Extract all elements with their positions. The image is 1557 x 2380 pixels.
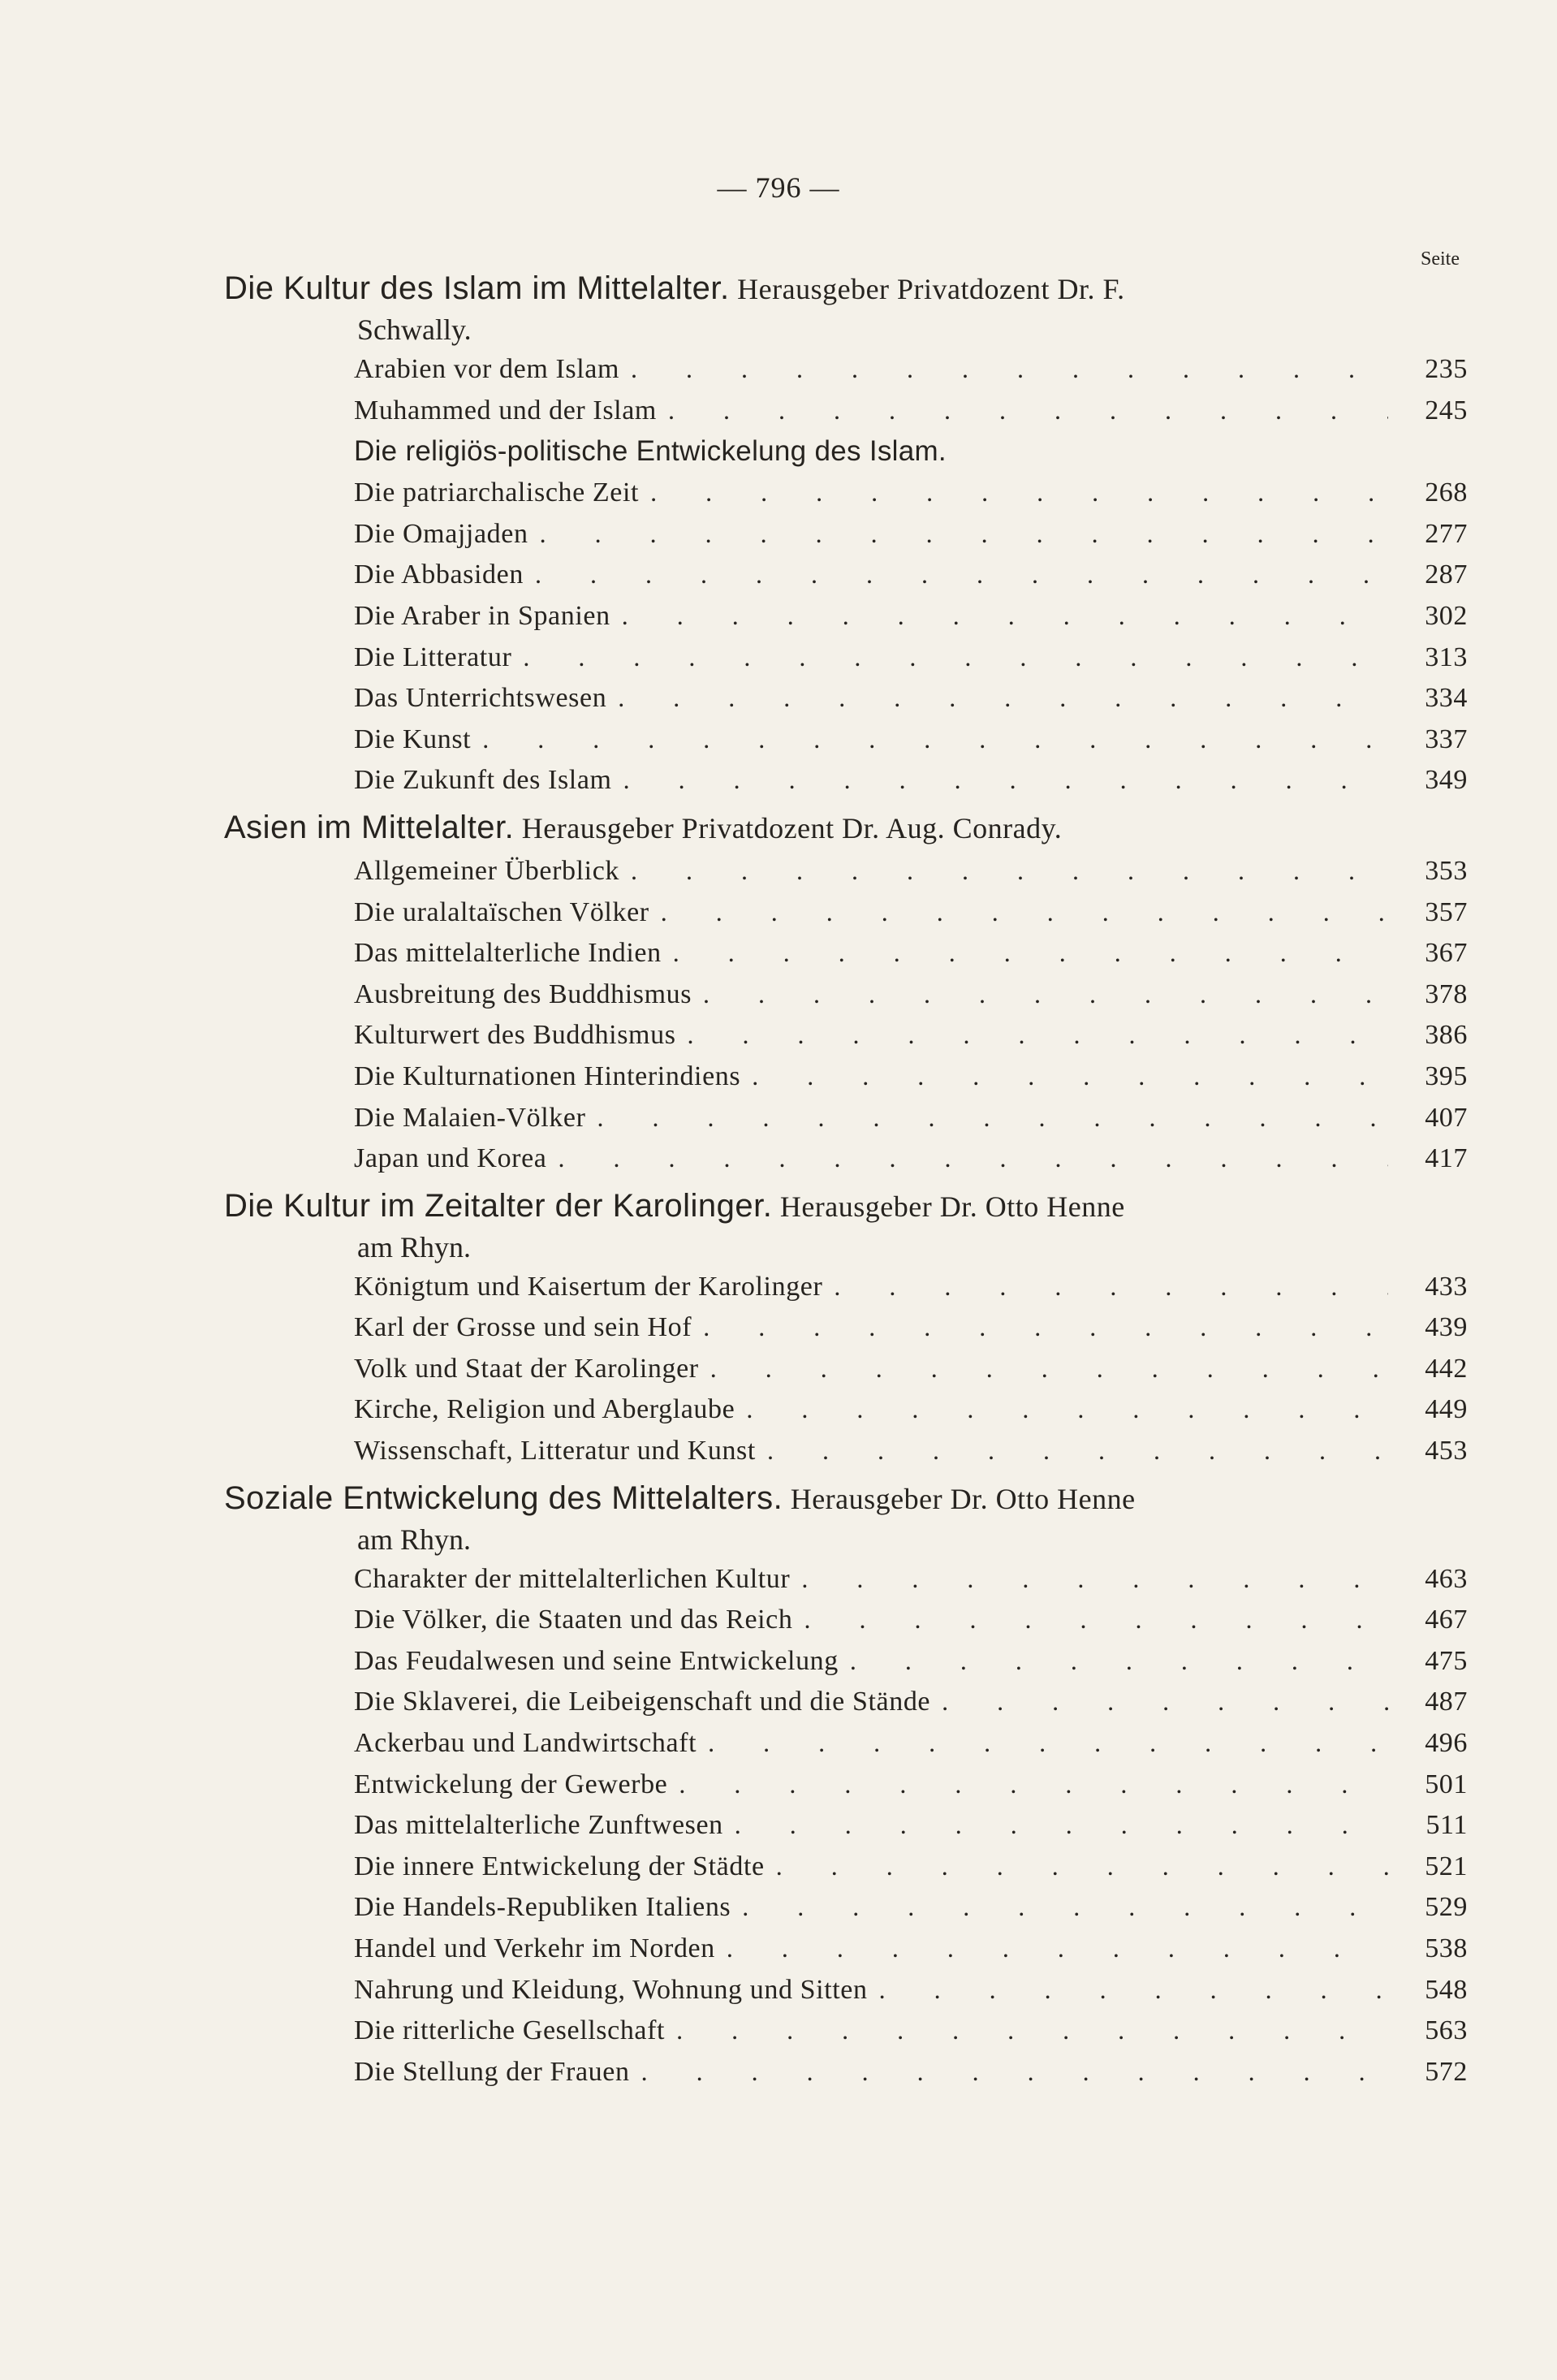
toc-entry [224, 932, 1468, 974]
toc-page-ref: 235 [1425, 354, 1468, 384]
page-number: — 796 — [717, 171, 840, 204]
toc-entry-title: Entwickelung der Gewerbe [354, 1769, 668, 1799]
toc-entry-title: Japan und Korea [354, 1143, 547, 1174]
subsection-heading: Die religiös-politische Entwickelung des Islam. [354, 435, 947, 468]
toc-dot-leader [673, 932, 1388, 974]
toc-entry [224, 1928, 1468, 1969]
toc-page-ref: 521 [1425, 1851, 1468, 1881]
toc-entry [224, 892, 1468, 933]
toc-page-ref: 501 [1425, 1769, 1468, 1799]
toc-dot-leader [631, 348, 1388, 390]
toc-entry [224, 1599, 1468, 1640]
toc-page-ref: 538 [1425, 1933, 1468, 1963]
toc-section [224, 806, 1468, 1179]
section-title: Die Kultur im Zeitalter der Karolinger. [224, 1187, 773, 1224]
toc-entry [224, 1097, 1468, 1138]
toc-page-ref: 572 [1425, 2056, 1468, 2087]
toc-entry [224, 1846, 1468, 1887]
section-heading [224, 1476, 1468, 1521]
toc-dot-leader [752, 1056, 1388, 1097]
section-title: Asien im Mittelalter. [224, 809, 515, 845]
toc-dot-leader [710, 1348, 1388, 1389]
toc-entry-title: Kulturwert des Buddhismus [354, 1020, 676, 1051]
toc-entry [224, 850, 1468, 892]
toc-entry-title: Arabien vor dem Islam [354, 354, 620, 384]
toc-entry [224, 595, 1468, 637]
toc-entry [224, 759, 1468, 801]
toc-page-ref: 337 [1425, 724, 1468, 754]
toc-dot-leader [535, 554, 1388, 595]
toc-entry-title: Volk und Staat der Karolinger [354, 1353, 699, 1384]
toc-entry-title: Charakter der mittelalterlichen Kultur [354, 1563, 791, 1594]
section-editor: Herausgeber Privatdozent Dr. Aug. Conrady. [521, 811, 1063, 844]
toc-entry [224, 1681, 1468, 1722]
toc-entry-title: Die ritterliche Gesellschaft [354, 2015, 666, 2046]
toc-entry-title: Wissenschaft, Litteratur und Kunst [354, 1436, 756, 1466]
toc-entry [224, 1558, 1468, 1600]
toc-dot-leader [850, 1640, 1388, 1682]
section-title: Soziale Entwickelung des Mittelalters. [224, 1479, 783, 1516]
toc-dot-leader [742, 1886, 1388, 1928]
toc-page-ref: 313 [1425, 641, 1468, 672]
toc-entry-title: Handel und Verkehr im Norden [354, 1933, 715, 1963]
toc-dot-leader [597, 1097, 1388, 1138]
toc-page-ref: 548 [1425, 1974, 1468, 2005]
toc-entry-title: Die innere Entwickelung der Städte [354, 1851, 765, 1881]
toc-entry-title: Ackerbau und Landwirtschaft [354, 1728, 697, 1759]
toc-page-ref: 349 [1425, 765, 1468, 796]
toc-page-ref: 395 [1425, 1060, 1468, 1091]
toc-dot-leader [679, 1764, 1388, 1805]
toc-dot-leader [668, 390, 1388, 431]
toc-entry [224, 2010, 1468, 2051]
toc-section [224, 1184, 1468, 1471]
toc-page-ref: 496 [1425, 1728, 1468, 1759]
toc-page-ref: 268 [1425, 477, 1468, 508]
toc-dot-leader [661, 892, 1388, 933]
toc-dot-leader [482, 719, 1388, 760]
toc-entry [224, 1014, 1468, 1056]
toc-entry-title: Die Sklaverei, die Leibeigenschaft und die Stände [354, 1687, 931, 1717]
toc-page-ref: 417 [1425, 1143, 1468, 1174]
toc-entry [224, 637, 1468, 678]
toc-entry-title: Die Araber in Spanien [354, 600, 610, 631]
toc-entry [224, 1056, 1468, 1097]
toc-entry [224, 1307, 1468, 1348]
section-title: Die Kultur des Islam im Mittelalter. [224, 270, 730, 306]
toc-entry-title: Kirche, Religion und Aberglaube [354, 1394, 735, 1425]
toc-entry-title: Muhammed und der Islam [354, 395, 657, 425]
toc-page-ref: 407 [1425, 1102, 1468, 1133]
toc-entry-title: Die Kulturnationen Hinterindiens [354, 1060, 741, 1091]
toc-entry-title: Die Handels-Republiken Italiens [354, 1892, 731, 1923]
toc-page-ref: 442 [1425, 1353, 1468, 1384]
toc-entry [224, 1722, 1468, 1764]
toc-dot-leader [523, 637, 1388, 678]
toc-dot-leader [540, 513, 1388, 555]
toc-dot-leader [727, 1928, 1388, 1969]
toc-dot-leader [558, 1138, 1388, 1179]
toc-entry-title: Die Omajjaden [354, 518, 528, 549]
toc-entry-title: Allgemeiner Überblick [354, 855, 619, 886]
toc-entry-title: Die patriarchalische Zeit [354, 477, 640, 508]
toc-dot-leader [767, 1430, 1388, 1471]
table-of-contents [224, 266, 1468, 2097]
toc-page-ref: 433 [1425, 1271, 1468, 1302]
section-editor-continued: am Rhyn. [357, 1523, 471, 1556]
toc-page-ref: 449 [1425, 1394, 1468, 1425]
toc-entry-title: Die uralaltaïschen Völker [354, 896, 649, 927]
page-column-label: Seite [1421, 248, 1460, 270]
toc-dot-leader [641, 2051, 1388, 2093]
toc-dot-leader [879, 1969, 1388, 2011]
toc-entry-title: Die Stellung der Frauen [354, 2056, 630, 2087]
toc-entry [224, 1969, 1468, 2011]
toc-page-ref: 453 [1425, 1436, 1468, 1466]
toc-page-ref: 353 [1425, 855, 1468, 886]
toc-entry [224, 348, 1468, 390]
toc-entry-title: Ausbreitung des Buddhismus [354, 978, 692, 1009]
toc-dot-leader [801, 1558, 1388, 1600]
toc-dot-leader [688, 1014, 1388, 1056]
toc-entry [224, 1640, 1468, 1682]
toc-page-ref: 467 [1425, 1605, 1468, 1635]
toc-entry [224, 513, 1468, 555]
section-editor: Herausgeber Privatdozent Dr. F. [737, 273, 1125, 305]
toc-entry [224, 1886, 1468, 1928]
toc-dot-leader [676, 2010, 1388, 2051]
toc-entry-title: Die Litteratur [354, 641, 512, 672]
toc-entry-title: Das Feudalwesen und seine Entwickelung [354, 1645, 839, 1676]
toc-dot-leader [631, 850, 1388, 892]
toc-page-ref: 302 [1425, 600, 1468, 631]
toc-dot-leader [776, 1846, 1388, 1887]
toc-entry-title: Die Abbasiden [354, 559, 524, 590]
toc-dot-leader [623, 759, 1388, 801]
toc-dot-leader [834, 1266, 1388, 1307]
toc-entry [224, 974, 1468, 1015]
toc-entry-title: Das mittelalterliche Indien [354, 938, 662, 969]
toc-page-ref: 529 [1425, 1892, 1468, 1923]
toc-page-ref: 487 [1425, 1687, 1468, 1717]
section-editor-continued: am Rhyn. [357, 1230, 471, 1263]
toc-page-ref: 334 [1425, 683, 1468, 714]
toc-page-ref: 386 [1425, 1020, 1468, 1051]
toc-entry [224, 677, 1468, 719]
toc-page-ref: 439 [1425, 1312, 1468, 1343]
toc-entry-title: Die Kunst [354, 724, 472, 754]
toc-entry [224, 1430, 1468, 1471]
toc-page-ref: 287 [1425, 559, 1468, 590]
section-editor-continued: Schwally. [357, 313, 472, 346]
toc-page-ref: 245 [1425, 395, 1468, 425]
toc-entry-title: Das mittelalterliche Zunftwesen [354, 1810, 723, 1841]
toc-entry-title: Das Unterrichtswesen [354, 683, 607, 714]
toc-entry [224, 1389, 1468, 1430]
toc-entry [224, 2051, 1468, 2093]
toc-dot-leader [703, 1307, 1388, 1348]
toc-entry [224, 1764, 1468, 1805]
toc-entry-title: Königtum und Kaisertum der Karolinger [354, 1271, 823, 1302]
section-heading [224, 806, 1468, 850]
toc-dot-leader [746, 1389, 1388, 1430]
toc-entry-title: Nahrung und Kleidung, Wohnung und Sitten [354, 1974, 868, 2005]
toc-dot-leader [735, 1804, 1388, 1846]
toc-entry [224, 1138, 1468, 1179]
toc-dot-leader [650, 472, 1388, 513]
toc-page-ref: 511 [1425, 1810, 1468, 1841]
toc-dot-leader [804, 1599, 1388, 1640]
toc-page-ref: 367 [1425, 938, 1468, 969]
section-editor: Herausgeber Dr. Otto Henne [779, 1190, 1125, 1223]
toc-dot-leader [708, 1722, 1388, 1764]
toc-section [224, 266, 1468, 801]
toc-entry-title: Karl der Grosse und sein Hof [354, 1312, 692, 1343]
toc-page-ref: 357 [1425, 896, 1468, 927]
toc-entry-title: Die Malaien-Völker [354, 1102, 586, 1133]
toc-page-ref: 475 [1425, 1645, 1468, 1676]
toc-entry [224, 472, 1468, 513]
section-heading [224, 266, 1468, 311]
toc-dot-leader [618, 677, 1388, 719]
toc-entry [224, 390, 1468, 431]
toc-entry-title: Die Völker, die Staaten und das Reich [354, 1605, 793, 1635]
toc-entry-title: Die Zukunft des Islam [354, 765, 612, 796]
toc-entry [224, 1348, 1468, 1389]
toc-page-ref: 463 [1425, 1563, 1468, 1594]
toc-page-ref: 563 [1425, 2015, 1468, 2046]
toc-dot-leader [703, 974, 1388, 1015]
toc-entry [224, 554, 1468, 595]
toc-page-ref: 378 [1425, 978, 1468, 1009]
toc-entry [224, 719, 1468, 760]
section-heading [224, 1184, 1468, 1229]
toc-dot-leader [942, 1681, 1388, 1722]
toc-entry [224, 1804, 1468, 1846]
toc-dot-leader [622, 595, 1388, 637]
toc-page-ref: 277 [1425, 518, 1468, 549]
toc-entry [224, 1266, 1468, 1307]
section-editor: Herausgeber Dr. Otto Henne [790, 1482, 1136, 1515]
toc-section [224, 1476, 1468, 2093]
